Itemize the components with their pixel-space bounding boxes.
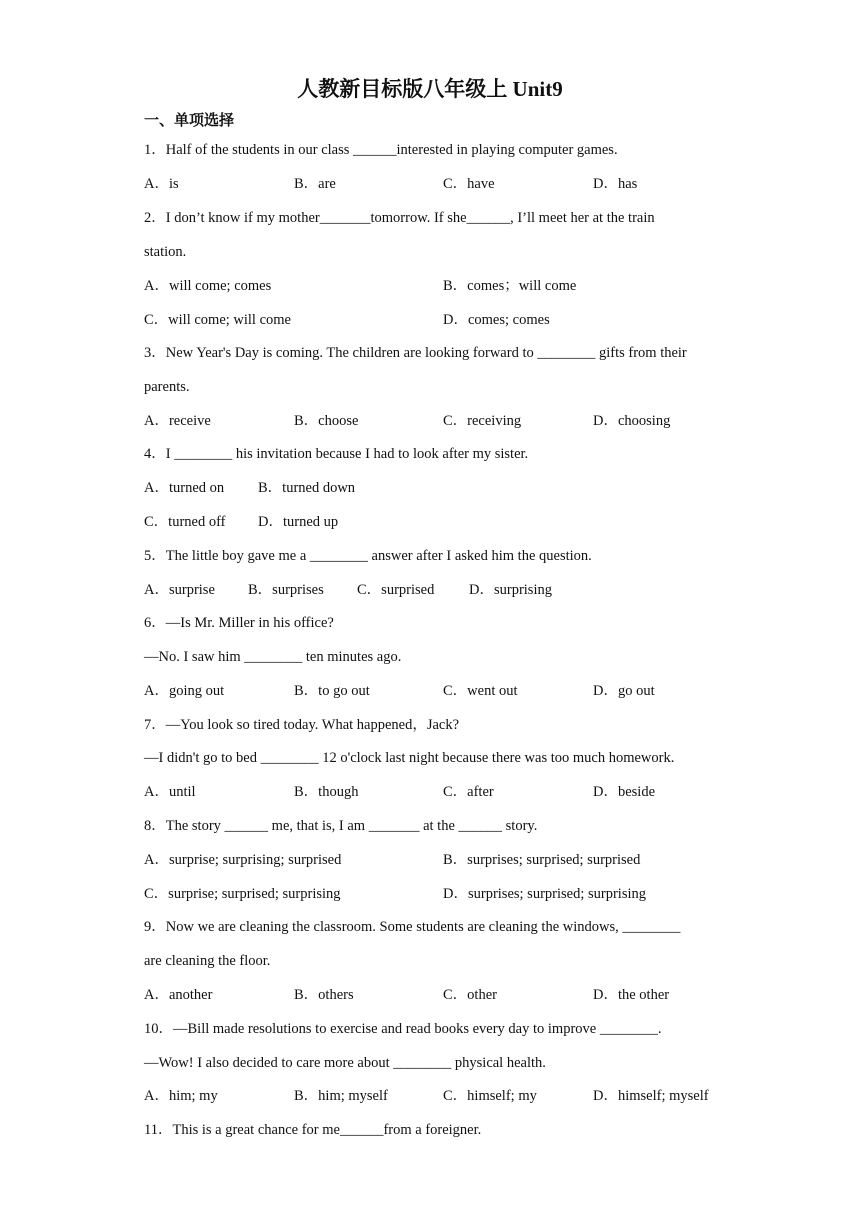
question-4-option-c: C．turned off (144, 514, 226, 530)
question-4-option-a: A．turned on (144, 480, 225, 496)
question-6-stem-line-2: —No. I saw him ________ ten minutes ago. (144, 649, 402, 665)
question-9-option-d: D．the other (593, 987, 670, 1003)
question-7-option-c: C．after (443, 784, 494, 800)
question-8-stem: 8．The story ______ me, that is, I am _______ at the ______ story. (144, 818, 538, 834)
question-3-option-d: D．choosing (593, 413, 671, 429)
question-9-option-c: C．other (443, 987, 497, 1003)
question-8-option-b: B．surprises; surprised; surprised (443, 852, 641, 868)
question-6-option-d: D．go out (593, 683, 655, 699)
question-7-option-b: B．though (294, 784, 359, 800)
question-3-option-c: C．receiving (443, 413, 522, 429)
question-6-option-b: B．to go out (294, 683, 370, 699)
question-10-stem-line-2: —Wow! I also decided to care more about ________ physical health. (144, 1055, 546, 1071)
question-9-stem-line-1: 9．Now we are cleaning the classroom. Some students are cleaning the windows, ________ (144, 919, 681, 935)
question-7-option-a: A．until (144, 784, 196, 800)
question-2-option-b: B．comes；will come (443, 278, 577, 294)
question-8-option-a: A．surprise; surprising; surprised (144, 852, 342, 868)
question-11-stem: 11．This is a great chance for me______from a foreigner. (144, 1122, 482, 1138)
question-2-option-d: D．comes; comes (443, 312, 550, 328)
question-4-stem: 4．I ________ his invitation because I had to look after my sister. (144, 446, 529, 462)
question-5-option-d: D．surprising (469, 582, 552, 598)
question-6-stem-line-1: 6．—Is Mr. Miller in his office? (144, 615, 334, 631)
question-9-option-a: A．another (144, 987, 213, 1003)
question-6-option-c: C．went out (443, 683, 518, 699)
question-9-stem-line-2: are cleaning the floor. (144, 953, 271, 969)
question-1-option-a: A．is (144, 176, 179, 192)
question-10-option-a: A．him; my (144, 1088, 218, 1104)
question-7-stem-line-2: —I didn't go to bed ________ 12 o'clock last night because there was too much homework. (144, 750, 675, 766)
question-10-option-d: D．himself; myself (593, 1088, 709, 1104)
question-1-option-c: C．have (443, 176, 495, 192)
question-7-option-d: D．beside (593, 784, 656, 800)
question-5-stem: 5．The little boy gave me a ________ answer after I asked him the question. (144, 548, 592, 564)
question-10-option-c: C．himself; my (443, 1088, 537, 1104)
question-5-option-a: A．surprise (144, 582, 215, 598)
section-heading: 一、单项选择 (144, 113, 235, 129)
question-3-option-a: A．receive (144, 413, 211, 429)
question-2-option-c: C．will come; will come (144, 312, 291, 328)
question-3-stem-line-2: parents. (144, 379, 190, 395)
question-5-option-c: C．surprised (357, 582, 435, 598)
question-9-option-b: B．others (294, 987, 354, 1003)
question-1-stem: 1．Half of the students in our class ______interested in playing computer games. (144, 142, 618, 158)
question-3-option-b: B．choose (294, 413, 359, 429)
question-3-stem-line-1: 3．New Year's Day is coming. The children are looking forward to ________ gifts from their (144, 345, 687, 361)
question-7-stem-line-1: 7．—You look so tired today. What happened，Jack? (144, 717, 460, 733)
question-6-option-a: A．going out (144, 683, 225, 699)
question-2-option-a: A．will come; comes (144, 278, 272, 294)
question-4-option-b: B．turned down (258, 480, 356, 496)
page-title: 人教新目标版八年级上 Unit9 (297, 77, 563, 101)
question-1-option-d: D．has (593, 176, 638, 192)
question-2-stem-line-2: station. (144, 244, 187, 260)
question-10-stem-line-1: 10．—Bill made resolutions to exercise and read books every day to improve ________. (144, 1021, 662, 1037)
question-2-stem-line-1: 2．I don’t know if my mother_______tomorrow. If she______, I’ll meet her at the train (144, 210, 655, 226)
question-4-option-d: D．turned up (258, 514, 339, 530)
question-1-option-b: B．are (294, 176, 336, 192)
question-5-option-b: B．surprises (248, 582, 324, 598)
question-8-option-c: C．surprise; surprised; surprising (144, 886, 341, 902)
question-10-option-b: B．him; myself (294, 1088, 388, 1104)
question-8-option-d: D．surprises; surprised; surprising (443, 886, 646, 902)
